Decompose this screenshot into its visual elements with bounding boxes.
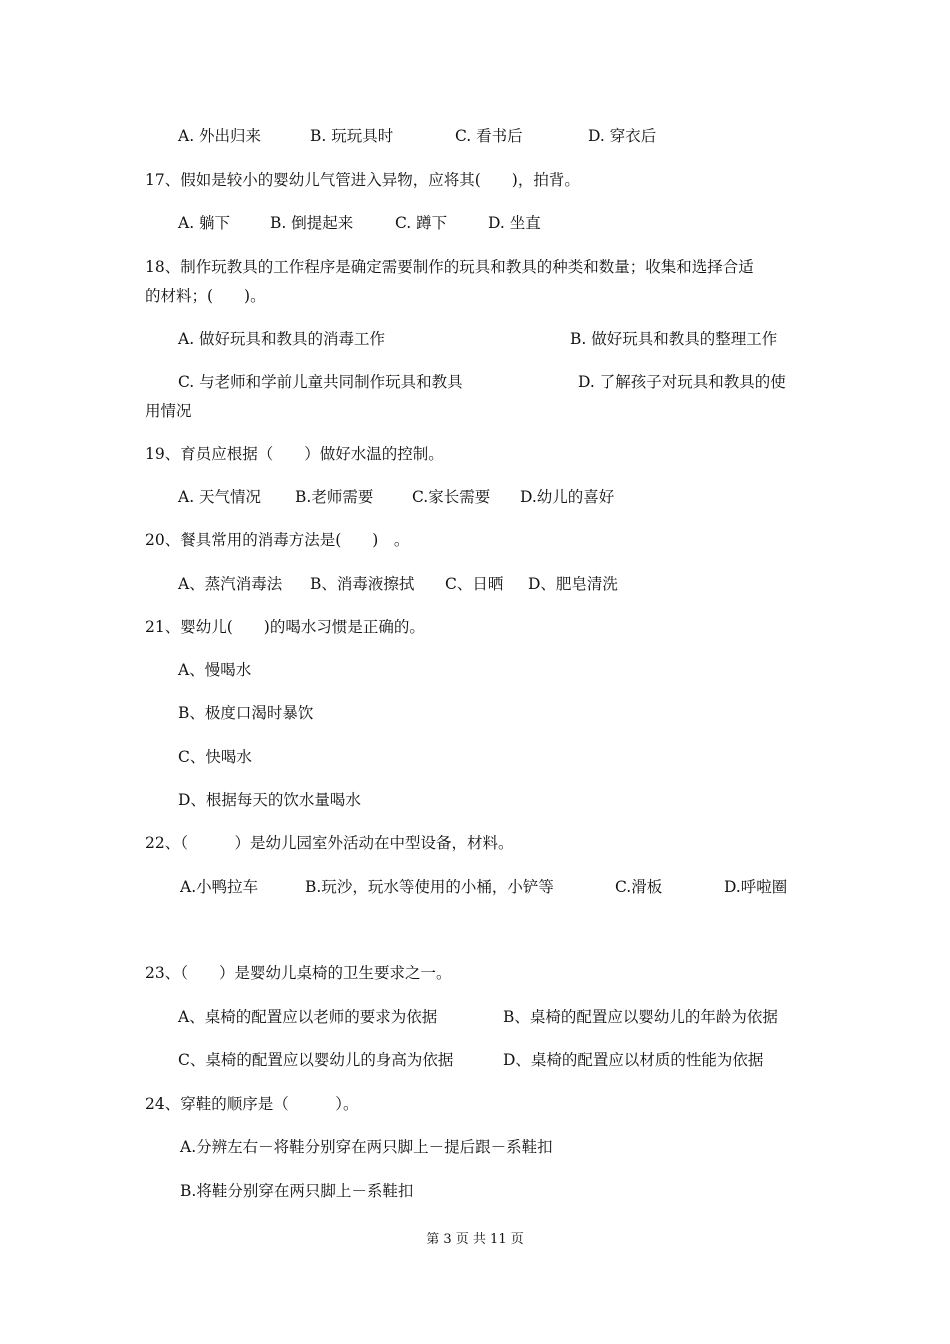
q24-stem: 24、穿鞋的顺序是（ ）。 [145,1095,359,1113]
q18-option-a: A. 做好玩具和教具的消毒工作 [178,330,386,348]
q24-option-b: B.将鞋分别穿在两只脚上－系鞋扣 [180,1182,414,1200]
q18-option-b: B. 做好玩具和教具的整理工作 [570,330,778,348]
q23-option-a: A、桌椅的配置应以老师的要求为依据 [178,1008,438,1026]
q17-option-b: B. 倒提起来 [270,214,354,232]
q19-option-d: D.幼儿的喜好 [520,488,615,506]
page-number-footer: 第 3 页 共 11 页 [426,1232,524,1247]
q17-option-d: D. 坐直 [488,214,541,232]
q22-option-c: C.滑板 [615,878,663,896]
q20-option-c: C、日晒 [445,575,504,593]
q23-option-c: C、桌椅的配置应以婴幼儿的身高为依据 [178,1051,454,1069]
q21-option-c: C、快喝水 [178,748,252,766]
q18-option-d: D. 了解孩子对玩具和教具的使 [578,373,786,391]
q19-stem: 19、育员应根据（ ）做好水温的控制。 [145,445,444,463]
q18-stem-line2: 的材料；( )。 [145,287,266,305]
q19-option-c: C.家长需要 [412,488,491,506]
q16-option-d: D. 穿衣后 [588,127,657,145]
q21-option-d: D、根据每天的饮水量喝水 [178,791,361,809]
q19-option-a: A. 天气情况 [178,488,262,506]
q22-option-a: A.小鸭拉车 [180,878,259,896]
q20-option-a: A、蒸汽消毒法 [178,575,283,593]
q20-option-b: B、消毒液擦拭 [310,575,415,593]
q22-option-d: D.呼啦圈 [724,878,788,896]
q22-option-b: B.玩沙，玩水等使用的小桶，小铲等 [305,878,554,896]
q23-option-d: D、桌椅的配置应以材质的性能为依据 [503,1051,764,1069]
q18-option-d-continued: 用情况 [145,402,192,420]
q17-option-a: A. 躺下 [178,214,231,232]
q20-option-d: D、肥皂清洗 [528,575,618,593]
q21-option-b: B、极度口渴时暴饮 [178,704,314,722]
q23-option-b: B、桌椅的配置应以婴幼儿的年龄为依据 [503,1008,778,1026]
q21-option-a: A、慢喝水 [178,661,252,679]
q20-stem: 20、餐具常用的消毒方法是( ) 。 [145,531,410,549]
q22-stem: 22、（ ）是幼儿园室外活动在中型设备，材料。 [145,834,514,852]
q16-option-b: B. 玩玩具时 [310,127,394,145]
q18-stem-line1: 18、制作玩教具的工作程序是确定需要制作的玩具和教具的种类和数量；收集和选择合适 [145,258,754,276]
q16-option-c: C. 看书后 [455,127,523,145]
q24-option-a: A.分辨左右－将鞋分别穿在两只脚上－提后跟－系鞋扣 [180,1138,553,1156]
q19-option-b: B.老师需要 [295,488,374,506]
q17-option-c: C. 蹲下 [395,214,448,232]
q16-option-a: A. 外出归来 [178,127,262,145]
q17-stem: 17、假如是较小的婴幼儿气管进入异物，应将其( )，拍背。 [145,171,580,189]
q18-option-c: C. 与老师和学前儿童共同制作玩具和教具 [178,373,463,391]
q23-stem: 23、（ ）是婴幼儿桌椅的卫生要求之一。 [145,964,452,982]
q21-stem: 21、婴幼儿( )的喝水习惯是正确的。 [145,618,425,636]
